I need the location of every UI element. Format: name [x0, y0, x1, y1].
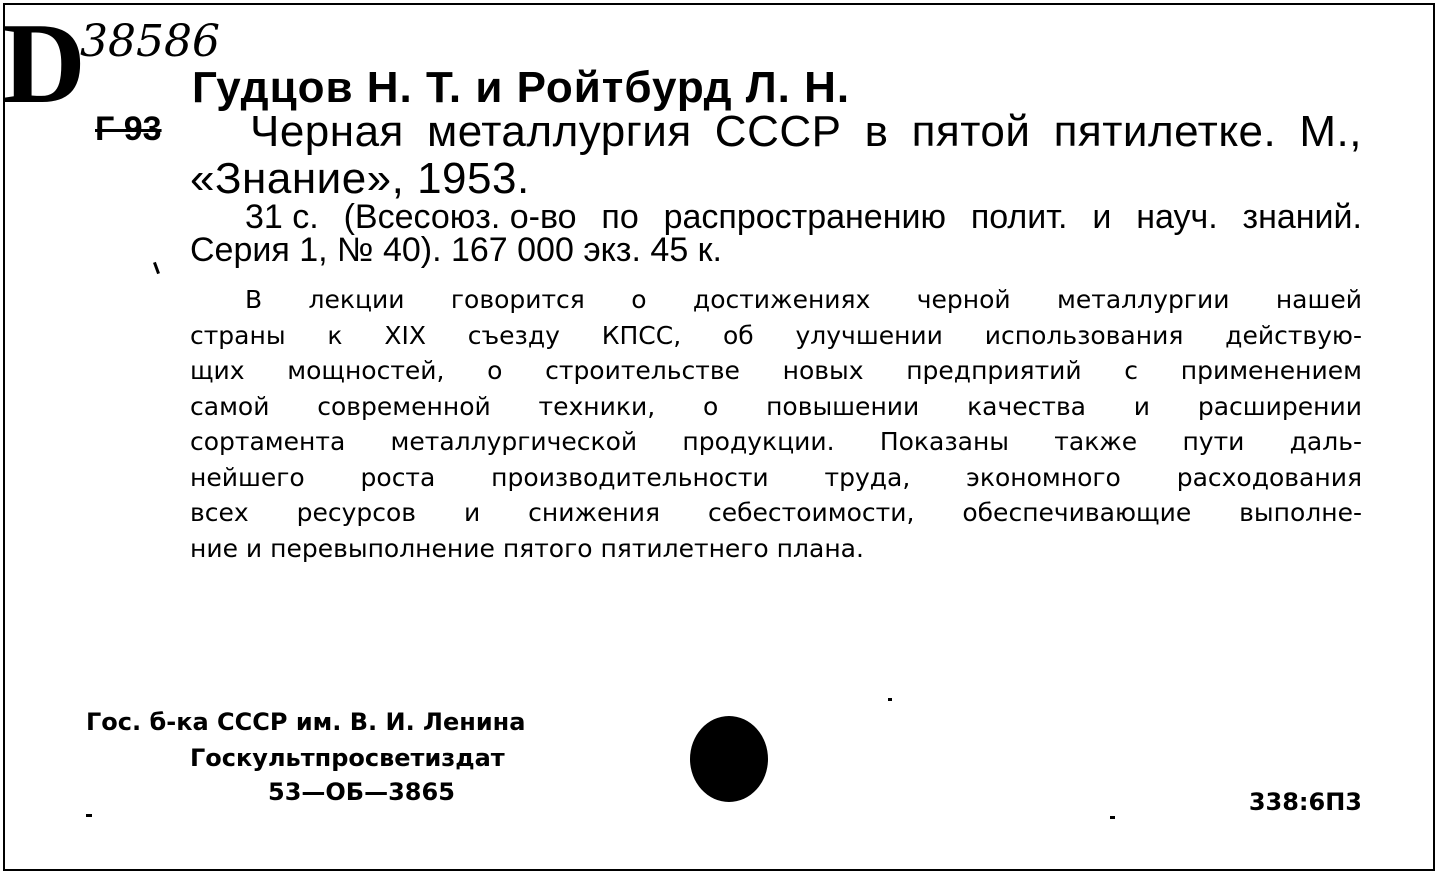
- shelf-mark-letter: D: [2, 0, 82, 128]
- abstract-line: сортамента металлургической продукции. Показаны также пути даль-: [190, 427, 1362, 456]
- series-word: по: [601, 198, 639, 236]
- old-call-number: Г 93: [95, 110, 162, 148]
- abstract-line: самой современной техники, о повышении качества и расширении: [190, 391, 1362, 421]
- series-word: знаний.: [1242, 198, 1362, 236]
- series-word: 31 с.: [245, 198, 319, 236]
- title-line-2: «Знание», 1953.: [190, 154, 530, 203]
- series-line-1: [245, 200, 1362, 234]
- abstract-line: страны к XIX съезду КПСС, об улучшении использования действую-: [190, 320, 1362, 350]
- ink-speck: [86, 814, 92, 817]
- abstract-paragraph: [190, 282, 1362, 566]
- series-word: полит.: [970, 198, 1068, 236]
- punch-hole: [690, 716, 768, 802]
- author-heading: Гудцов Н. Т. и Ройтбурд Л. Н.: [192, 63, 851, 112]
- shelf-mark-number: 38586: [80, 16, 220, 67]
- ink-speck: [1110, 816, 1115, 819]
- abstract-line: нейшего роста производительности труда, экономного расходования: [190, 462, 1362, 492]
- title-word: в: [864, 107, 889, 156]
- title-word: пятой: [911, 107, 1031, 156]
- title-line-1: [250, 107, 1362, 156]
- series-line-2: Серия 1, № 40). 167 000 экз. 45 к.: [190, 231, 722, 269]
- abstract-line: В лекции говорится о достижениях черной металлургии нашей: [245, 285, 1362, 314]
- abstract-line: ние и перевыполнение пятого пятилетнего плана.: [190, 533, 864, 563]
- order-number: 53—ОБ—3865: [268, 778, 455, 806]
- library-name: Гос. б-ка СССР им. В. И. Ленина: [86, 708, 526, 736]
- title-word: М.,: [1299, 107, 1362, 156]
- abstract-line: всех ресурсов и снижения себестоимости, обеспечивающие выполне-: [190, 498, 1362, 527]
- series-word: науч.: [1136, 198, 1218, 236]
- title-word: СССР: [714, 107, 842, 156]
- classification-code: 338:6П3: [1248, 788, 1362, 816]
- title-word: металлургия: [427, 107, 692, 156]
- series-word: распространению: [663, 198, 946, 236]
- publisher-name: Госкультпросветиздат: [190, 744, 505, 772]
- title-word: пятилетке.: [1053, 107, 1277, 156]
- series-word: и: [1092, 198, 1112, 236]
- title-word: Черная: [250, 107, 404, 156]
- series-word: (Всесоюз. о-во: [343, 198, 577, 236]
- abstract-line: щих мощностей, о строительстве новых предприятий с применением: [190, 356, 1362, 385]
- ink-speck: [888, 698, 892, 701]
